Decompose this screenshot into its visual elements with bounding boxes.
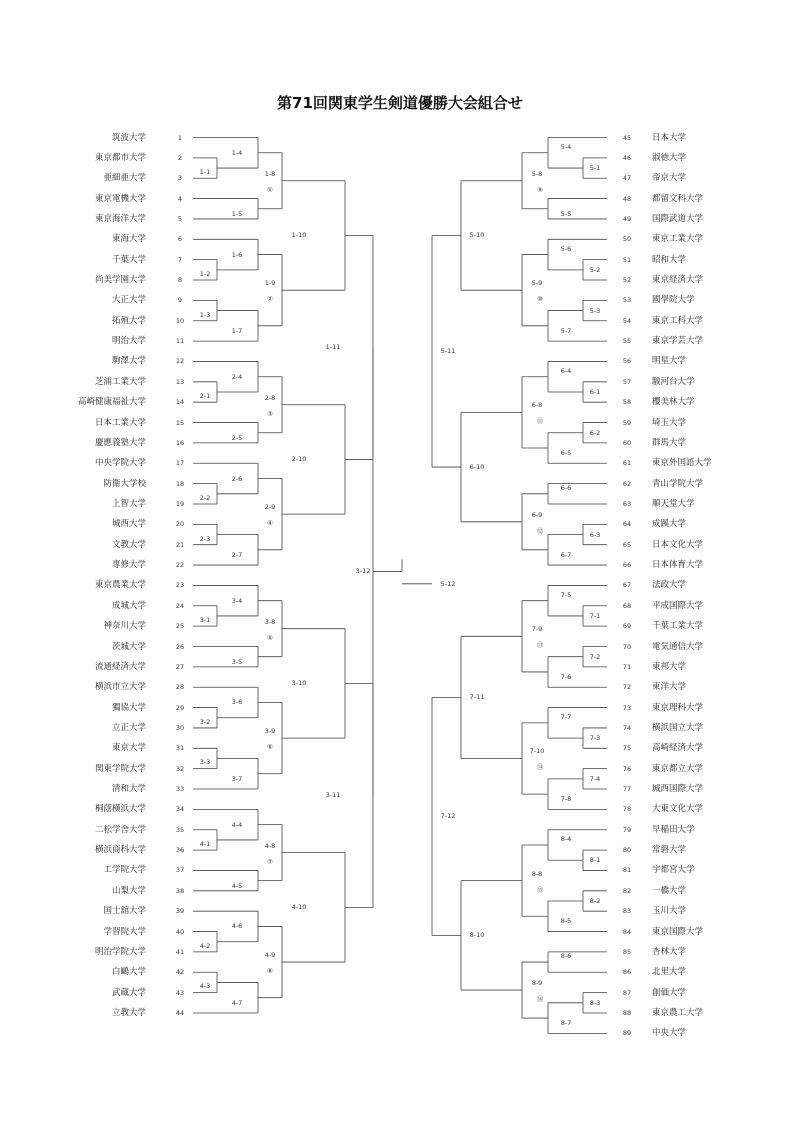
team-number-right: 76 [622, 764, 632, 773]
team-name-right: 東京農工大学 [652, 1007, 704, 1018]
match-label: 8-9 [531, 979, 543, 988]
match-label: 5-11 [440, 347, 456, 356]
team-number-left: 7 [177, 255, 183, 264]
court-mark: ⑫ [536, 526, 544, 535]
team-name-left: 明治学院大学 [94, 946, 146, 957]
match-label: 3-3 [199, 758, 211, 767]
match-label: 5-7 [560, 326, 572, 335]
court-mark: ⑧ [267, 967, 273, 976]
match-label: 6-7 [560, 550, 572, 559]
match-label: 1-4 [231, 148, 243, 157]
team-name-left: 桐蔭横浜大学 [94, 804, 146, 815]
team-number-left: 42 [175, 968, 185, 977]
team-name-right: 玉川大学 [652, 906, 687, 917]
team-name-right: 電気通信大学 [652, 641, 704, 652]
team-name-right: 一橋大学 [652, 885, 687, 896]
team-number-left: 30 [175, 723, 185, 732]
team-number-left: 2 [177, 153, 183, 162]
court-mark: ⑩ [537, 295, 543, 304]
team-number-right: 83 [622, 907, 632, 916]
match-label: 2-9 [264, 503, 276, 512]
team-number-right: 61 [622, 459, 632, 468]
team-number-right: 53 [622, 296, 632, 305]
team-number-right: 62 [622, 479, 632, 488]
team-number-right: 57 [622, 377, 632, 386]
match-label: 6-6 [560, 483, 572, 492]
match-label: 2-1 [199, 392, 211, 400]
team-number-left: 38 [175, 886, 185, 895]
team-number-right: 88 [622, 1008, 632, 1017]
team-number-right: 87 [622, 988, 632, 997]
team-number-left: 33 [175, 785, 185, 794]
team-name-left: 筑波大学 [111, 132, 146, 143]
match-label: 7-11 [469, 693, 485, 702]
court-mark: ④ [267, 519, 273, 528]
match-label: 4-9 [264, 951, 276, 960]
team-number-left: 22 [175, 561, 185, 570]
team-name-left: 東京海洋大学 [94, 213, 146, 224]
team-name-left: 東京大学 [111, 743, 146, 754]
team-name-left: 神奈川大学 [103, 621, 146, 632]
team-name-right: 法政大学 [652, 580, 687, 591]
match-label: 2-7 [231, 550, 243, 559]
match-label: 5-4 [560, 142, 572, 151]
match-label: 1-6 [231, 250, 243, 259]
match-label: 3-11 [325, 791, 341, 800]
match-label: 1-3 [199, 310, 211, 319]
match-label: 3-9 [264, 727, 276, 736]
match-label: 7-4 [589, 774, 601, 783]
match-label: 4-3 [199, 982, 211, 991]
team-name-left: 白鷗大学 [111, 967, 146, 978]
team-number-left: 40 [175, 927, 185, 936]
team-number-right: 70 [622, 642, 632, 651]
team-number-right: 47 [622, 174, 632, 183]
match-label: 5-3 [589, 306, 601, 315]
team-number-left: 29 [175, 703, 185, 712]
team-number-right: 54 [622, 316, 632, 325]
team-number-right: 78 [622, 805, 632, 814]
team-name-right: 平成国際大学 [652, 600, 704, 611]
team-number-right: 75 [622, 744, 632, 753]
team-name-left: 尚美学園大学 [94, 275, 146, 286]
team-name-right: 東京学芸大学 [652, 336, 704, 347]
team-number-left: 6 [177, 235, 183, 244]
team-name-left: 獨協大学 [111, 702, 146, 713]
team-name-right: 常磐大学 [652, 845, 687, 856]
team-number-right: 46 [622, 153, 632, 162]
match-label: 4-10 [291, 903, 307, 912]
match-label: 7-7 [560, 712, 572, 721]
match-label: 6-1 [589, 388, 601, 396]
team-name-left: 高崎健康福祉大学 [77, 397, 146, 408]
team-name-right: 横浜国立大学 [652, 722, 704, 733]
court-mark: ⑪ [536, 417, 544, 426]
match-label: 5-1 [589, 164, 601, 173]
team-number-right: 52 [622, 276, 632, 285]
match-label: 8-3 [589, 998, 601, 1007]
team-number-left: 18 [175, 479, 185, 488]
court-mark: ⑤ [267, 633, 273, 642]
match-label: 2-3 [199, 534, 211, 543]
match-label: 4-7 [231, 998, 243, 1007]
team-name-left: 東京農業大学 [94, 580, 146, 591]
team-name-left: 拓殖大学 [111, 315, 146, 326]
match-label: 7-6 [560, 672, 572, 681]
team-name-right: 青山学院大学 [652, 478, 704, 489]
team-name-right: 創価大学 [652, 987, 687, 998]
court-mark: ③ [267, 409, 273, 418]
team-number-left: 34 [175, 805, 185, 814]
team-name-right: 日本文化大学 [652, 539, 704, 550]
match-label: 2-2 [199, 493, 211, 502]
team-number-left: 44 [175, 1008, 185, 1017]
match-label: 3-8 [264, 617, 276, 626]
team-name-left: 流通経済大学 [94, 661, 146, 672]
team-name-left: 大正大学 [111, 295, 146, 306]
team-name-right: 淑徳大学 [652, 152, 687, 163]
match-label: 6-2 [589, 428, 601, 437]
team-name-right: 東京工科大学 [652, 315, 704, 326]
team-number-left: 36 [175, 846, 185, 855]
team-name-right: 昭和大学 [652, 254, 687, 265]
team-number-right: 66 [622, 561, 632, 570]
match-label: 2-5 [231, 433, 243, 442]
match-label: 5-10 [469, 231, 485, 240]
match-label: 6-3 [589, 530, 601, 539]
team-name-right: 駿河台大学 [652, 376, 695, 387]
team-name-left: 明治大学 [111, 336, 146, 347]
match-label: 7-2 [589, 652, 601, 661]
team-name-right: 東京理科大学 [652, 702, 704, 713]
team-name-right: 国際武道大学 [652, 213, 704, 224]
court-mark: ② [267, 295, 273, 304]
team-number-left: 13 [175, 377, 185, 386]
team-number-left: 17 [175, 459, 185, 468]
team-name-right: 杏林大学 [652, 946, 687, 957]
team-number-left: 21 [175, 540, 185, 549]
team-name-right: 東京工業大学 [652, 234, 704, 245]
team-name-left: 亜細亜大学 [103, 173, 146, 184]
team-number-right: 48 [622, 194, 632, 203]
team-name-right: 埼玉大学 [652, 417, 687, 428]
match-label: 6-5 [560, 448, 572, 457]
team-number-left: 5 [177, 214, 183, 223]
court-mark: ⑦ [267, 857, 273, 866]
team-number-left: 28 [175, 683, 185, 692]
team-number-right: 80 [622, 846, 632, 855]
team-name-left: 茨城大学 [111, 641, 146, 652]
team-number-right: 84 [622, 927, 632, 936]
court-mark: ⑨ [537, 185, 543, 194]
team-number-right: 58 [622, 398, 632, 407]
match-label: 4-5 [231, 881, 243, 890]
match-label: 6-9 [531, 510, 543, 519]
team-name-left: 国士舘大学 [103, 906, 146, 917]
court-mark: ⑭ [536, 763, 544, 772]
match-label: 3-2 [199, 717, 211, 726]
team-number-left: 24 [175, 601, 185, 610]
team-number-left: 12 [175, 357, 185, 366]
match-label: 4-6 [231, 922, 243, 931]
team-number-left: 4 [177, 194, 183, 203]
team-name-right: 東京経済大学 [652, 275, 704, 286]
team-name-left: 立教大学 [111, 1007, 146, 1018]
team-number-right: 51 [622, 255, 632, 264]
match-label: 3-6 [231, 698, 243, 707]
team-number-left: 11 [175, 337, 185, 346]
team-number-left: 8 [177, 276, 183, 285]
match-label: 7-12 [440, 812, 456, 821]
match-label: 1-5 [231, 209, 243, 218]
match-label: 5-2 [589, 265, 601, 274]
team-number-left: 14 [175, 398, 185, 407]
match-label: 8-6 [560, 952, 572, 961]
team-number-right: 69 [622, 622, 632, 631]
team-name-left: 文教大学 [111, 539, 146, 550]
match-label: 6-10 [469, 463, 485, 472]
team-name-right: 宇都宮大学 [652, 865, 695, 876]
team-name-right: 成蹊大学 [652, 519, 687, 530]
team-number-left: 35 [175, 825, 185, 834]
team-name-right: 國學院大学 [652, 295, 695, 306]
team-name-right: 千葉工業大学 [652, 621, 704, 632]
match-label: 8-2 [589, 897, 601, 905]
match-label: 1-8 [264, 169, 276, 178]
team-number-right: 85 [622, 947, 632, 956]
team-name-right: 櫻美林大学 [652, 397, 695, 408]
match-label: 6-8 [531, 401, 543, 410]
match-label: 1-10 [291, 231, 307, 240]
team-number-left: 37 [175, 866, 185, 875]
team-name-left: 芝浦工業大学 [94, 376, 146, 387]
team-number-left: 25 [175, 622, 185, 631]
match-label: 3-7 [231, 774, 243, 783]
match-label: 3-5 [231, 657, 243, 666]
match-label: 1-1 [199, 168, 211, 177]
team-number-right: 71 [622, 662, 632, 671]
team-name-right: 城西国際大学 [652, 784, 704, 795]
team-number-right: 55 [622, 337, 632, 346]
team-name-left: 横浜商科大学 [94, 845, 146, 856]
team-number-left: 26 [175, 642, 185, 651]
match-label: 1-11 [325, 343, 341, 352]
team-number-left: 20 [175, 520, 185, 529]
team-name-right: 北里大学 [652, 967, 687, 978]
page-title: 第71回関東学生剣道優勝大会組合せ [277, 94, 523, 112]
team-number-right: 63 [622, 499, 632, 508]
team-name-left: 清和大学 [111, 784, 146, 795]
match-label: 2-8 [264, 393, 276, 402]
team-name-right: 群馬大学 [652, 437, 687, 448]
team-name-left: 中央学院大学 [94, 458, 146, 469]
match-label: 8-5 [560, 917, 572, 926]
team-number-right: 49 [622, 214, 632, 223]
team-number-right: 56 [622, 357, 632, 366]
match-label: 2-6 [231, 474, 243, 483]
team-name-right: 東邦大学 [652, 661, 687, 672]
team-number-left: 32 [175, 764, 185, 773]
team-name-left: 千葉大学 [111, 254, 146, 265]
team-number-right: 50 [622, 235, 632, 244]
final-label-left: 3-12 [355, 567, 371, 576]
team-number-right: 72 [622, 683, 632, 692]
match-label: 8-10 [469, 931, 485, 940]
match-label: 7-9 [531, 625, 543, 634]
match-label: 5-5 [560, 209, 572, 218]
team-name-right: 日本大学 [652, 132, 687, 143]
match-label: 5-6 [560, 244, 572, 253]
match-label: 7-5 [560, 590, 572, 599]
team-name-left: 駒澤大学 [111, 356, 146, 367]
match-label: 8-8 [531, 869, 543, 878]
match-label: 1-9 [264, 279, 276, 288]
team-name-left: 工学院大学 [103, 865, 146, 876]
team-number-right: 77 [622, 785, 632, 794]
match-label: 4-4 [231, 820, 243, 829]
team-name-left: 関東学院大学 [94, 763, 146, 774]
team-name-left: 山梨大学 [111, 885, 146, 896]
team-name-left: 成城大学 [111, 600, 146, 611]
team-number-right: 68 [622, 601, 632, 610]
team-name-left: 武蔵大学 [111, 987, 146, 998]
team-name-left: 東京都市大学 [94, 152, 146, 163]
team-name-right: 高崎経済大学 [652, 743, 704, 754]
match-label: 2-4 [231, 372, 243, 381]
match-label: 1-7 [231, 326, 243, 335]
court-mark: ⑥ [267, 743, 273, 752]
team-number-right: 82 [622, 886, 632, 895]
team-name-left: 立正大学 [111, 722, 146, 733]
match-label: 7-10 [529, 747, 545, 756]
team-number-right: 64 [622, 520, 632, 529]
match-label: 4-1 [199, 839, 211, 848]
team-name-right: 東洋大学 [652, 682, 687, 693]
team-number-left: 39 [175, 907, 185, 916]
team-number-left: 3 [177, 174, 183, 183]
team-number-right: 59 [622, 418, 632, 427]
team-name-right: 日本体育大学 [652, 560, 704, 571]
team-name-right: 東京都立大学 [652, 763, 704, 774]
team-number-right: 65 [622, 540, 632, 549]
team-number-left: 19 [175, 499, 185, 508]
match-label: 7-8 [560, 795, 572, 804]
team-number-left: 16 [175, 438, 185, 447]
team-number-right: 86 [622, 968, 632, 977]
team-number-left: 27 [175, 662, 185, 671]
team-name-left: 日本工業大学 [94, 417, 146, 428]
match-label: 3-1 [199, 615, 211, 624]
team-number-left: 23 [175, 581, 185, 590]
team-name-left: 慶應義塾大学 [94, 437, 146, 448]
team-name-left: 城西大学 [111, 519, 146, 530]
team-number-right: 89 [622, 1029, 632, 1038]
match-label: 3-10 [291, 679, 307, 688]
team-name-right: 帝京大学 [652, 173, 687, 184]
team-name-left: 防衛大学校 [103, 478, 146, 489]
match-label: 7-3 [589, 734, 601, 743]
team-name-right: 順天堂大学 [652, 498, 695, 509]
team-number-right: 60 [622, 438, 632, 447]
team-number-left: 10 [175, 316, 185, 325]
match-label: 4-8 [264, 841, 276, 850]
team-number-right: 45 [622, 133, 632, 142]
match-label: 6-4 [560, 366, 572, 375]
match-label: 7-1 [589, 611, 601, 620]
team-number-left: 43 [175, 988, 185, 997]
team-name-right: 都留文科大学 [652, 193, 704, 204]
team-name-right: 明星大学 [652, 356, 687, 367]
team-name-left: 二松学舎大学 [94, 824, 146, 835]
team-number-left: 15 [175, 418, 185, 427]
team-number-right: 79 [622, 825, 632, 834]
final-label-right: 5-12 [440, 579, 456, 588]
team-number-left: 9 [177, 296, 183, 305]
team-name-left: 東京電機大学 [94, 193, 146, 204]
team-name-right: 早稲田大学 [652, 824, 695, 835]
team-name-left: 専修大学 [111, 560, 146, 571]
team-number-left: 31 [175, 744, 185, 753]
team-name-left: 上智大学 [111, 498, 146, 509]
team-number-left: 41 [175, 947, 185, 956]
team-number-right: 67 [622, 581, 632, 590]
match-label: 8-4 [560, 835, 572, 843]
court-mark: ① [267, 185, 273, 194]
team-name-right: 大東文化大学 [652, 804, 704, 815]
match-label: 5-9 [531, 279, 543, 288]
match-label: 4-2 [199, 941, 211, 950]
match-label: 8-7 [560, 1019, 572, 1028]
team-name-left: 横浜市立大学 [94, 682, 146, 693]
team-number-left: 1 [177, 133, 183, 142]
court-mark: ⑬ [536, 641, 544, 650]
match-label: 2-10 [291, 455, 307, 464]
match-label: 5-8 [531, 169, 543, 178]
team-name-left: 学習院大学 [103, 926, 146, 937]
match-label: 3-4 [231, 596, 243, 605]
team-number-right: 73 [622, 703, 632, 712]
team-name-left: 東海大学 [111, 234, 146, 245]
court-mark: ⑯ [536, 995, 544, 1004]
team-number-right: 74 [622, 723, 632, 732]
team-name-right: 中央大学 [652, 1028, 687, 1039]
match-label: 1-2 [199, 269, 211, 278]
court-mark: ⑮ [536, 885, 544, 894]
team-name-right: 東京外国語大学 [652, 458, 712, 469]
match-label: 8-1 [589, 856, 601, 865]
team-name-right: 東京国際大学 [652, 926, 704, 937]
team-number-right: 81 [622, 866, 632, 875]
